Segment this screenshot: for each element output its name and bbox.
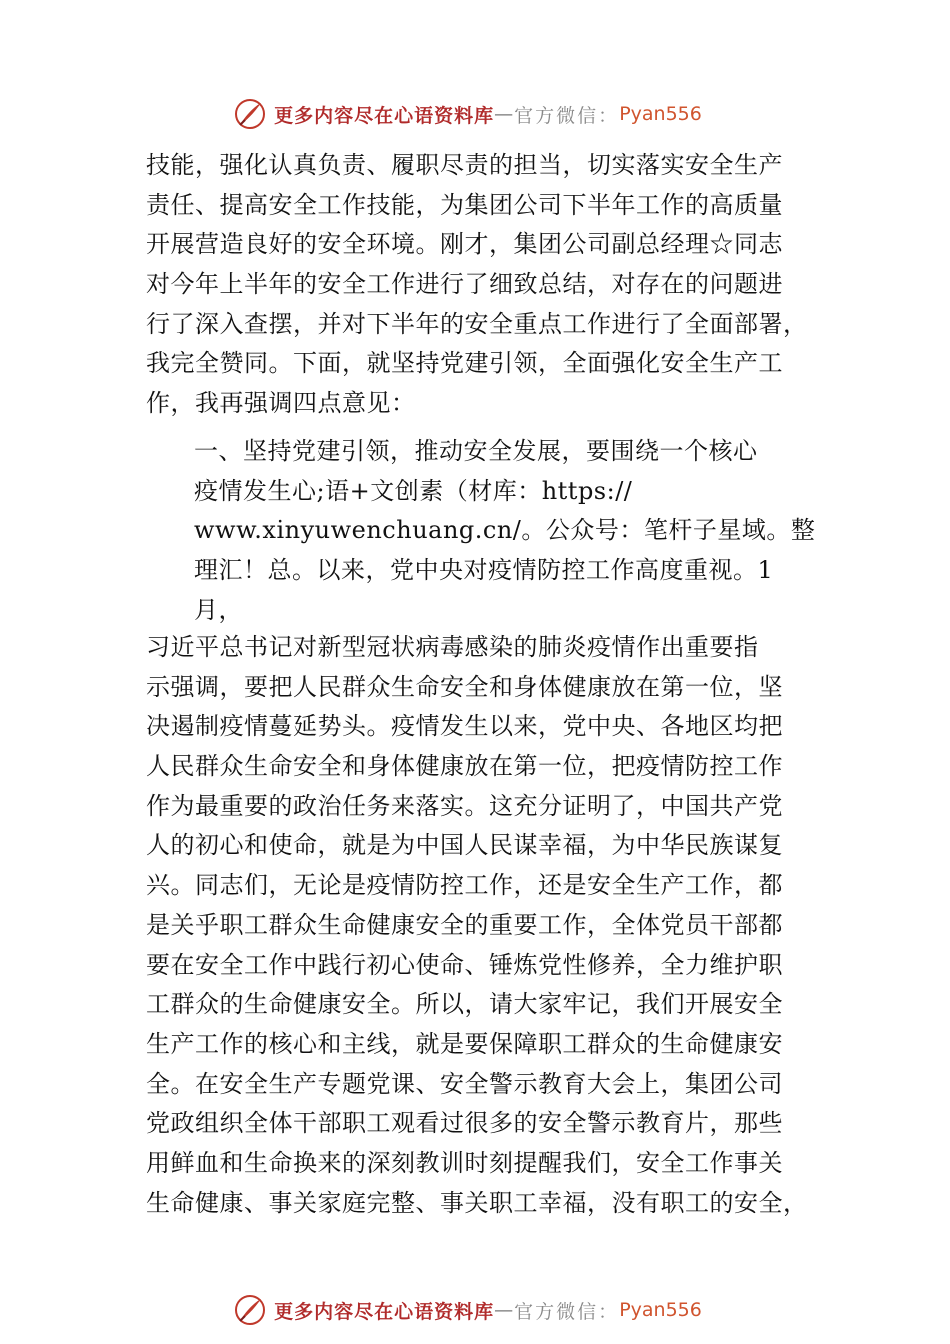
text-line: 兴。同志们，无论是疫情防控工作，还是安全生产工作，都	[146, 871, 783, 900]
text-line: 作，我再强调四点意见：	[146, 389, 416, 418]
paragraph-1	[146, 146, 806, 424]
footer-banner	[0, 1290, 950, 1330]
text-line: 技能，强化认真负责、履职尽责的担当，切实落实安全生产	[146, 151, 783, 179]
text-line: 月，	[194, 595, 243, 624]
text-line: 人民群众生命安全和身体健康放在第一位，把疫情防控工作	[146, 752, 783, 781]
quill-logo-icon	[232, 96, 268, 132]
text-line: 生命健康、事关家庭完整、事关职工幸福，没有职工的安全，	[146, 1188, 808, 1217]
text-line: 示强调，要把人民群众生命安全和身体健康放在第一位，坚	[146, 672, 783, 701]
text-line: 行了深入查摆，并对下半年的安全重点工作进行了全面部署，	[146, 309, 808, 338]
text-line: 决遏制疫情蔓延势头。疫情发生以来，党中央、各地区均把	[146, 712, 783, 741]
text-line: 一、坚持党建引领，推动安全发展，要围绕一个核心	[194, 437, 758, 465]
footer-wechat-label: 官方微信：	[514, 1300, 620, 1323]
footer-wechat-id: Pyan556	[619, 1299, 702, 1321]
footer-separator: —	[494, 1299, 515, 1321]
header-separator: —	[494, 103, 515, 125]
text-line: 生产工作的核心和主线，就是要保障职工群众的生命健康安	[146, 1029, 783, 1058]
text-line: 习近平总书记对新型冠状病毒感染的肺炎疫情作出重要指	[146, 633, 759, 661]
text-line: 用鲜血和生命换来的深刻教训时刻提醒我们，安全工作事关	[146, 1148, 783, 1177]
text-line: www.xinyuwenchuang.cn/。公众号：笔杆子星域。整	[194, 516, 816, 545]
text-line: 党政组织全体干部职工观看过很多的安全警示教育片，那些	[146, 1109, 783, 1138]
text-line: 要在安全工作中践行初心使命、锤炼党性修养，全力维护职	[146, 950, 783, 979]
text-line: 我完全赞同。下面，就坚持党建引领，全面强化安全生产工	[146, 349, 783, 378]
text-line: 工群众的生命健康安全。所以，请大家牢记，我们开展安全	[146, 990, 783, 1019]
text-line: 对今年上半年的安全工作进行了细致总结，对存在的问题进	[146, 270, 783, 299]
text-line: 开展营造良好的安全环境。刚才，集团公司副总经理☆同志	[146, 230, 783, 259]
text-line: 全。在安全生产专题党课、安全警示教育大会上，集团公司	[146, 1069, 783, 1098]
paragraph-3	[146, 628, 806, 1223]
text-line: 人的初心和使命，就是为中国人民谋幸福，为中华民族谋复	[146, 831, 783, 860]
quill-logo-icon	[232, 1292, 268, 1328]
header-wechat-label: 官方微信：	[514, 104, 620, 127]
text-line: 疫情发生心;语+文创素（材库：https://	[194, 476, 633, 505]
text-line: 理汇！总。以来，党中央对疫情防控工作高度重视。1	[194, 556, 774, 585]
text-line: 是关乎职工群众生命健康安全的重要工作，全体党员干部都	[146, 910, 783, 939]
header-banner	[0, 94, 950, 134]
paragraph-2	[194, 432, 816, 630]
header-brand: 更多内容尽在心语资料库	[274, 104, 495, 127]
footer-brand: 更多内容尽在心语资料库	[274, 1300, 495, 1323]
text-line: 责任、提高安全工作技能，为集团公司下半年工作的高质量	[146, 190, 783, 219]
text-line: 作为最重要的政治任务来落实。这充分证明了，中国共产党	[146, 791, 783, 820]
header-wechat-id: Pyan556	[619, 103, 702, 125]
